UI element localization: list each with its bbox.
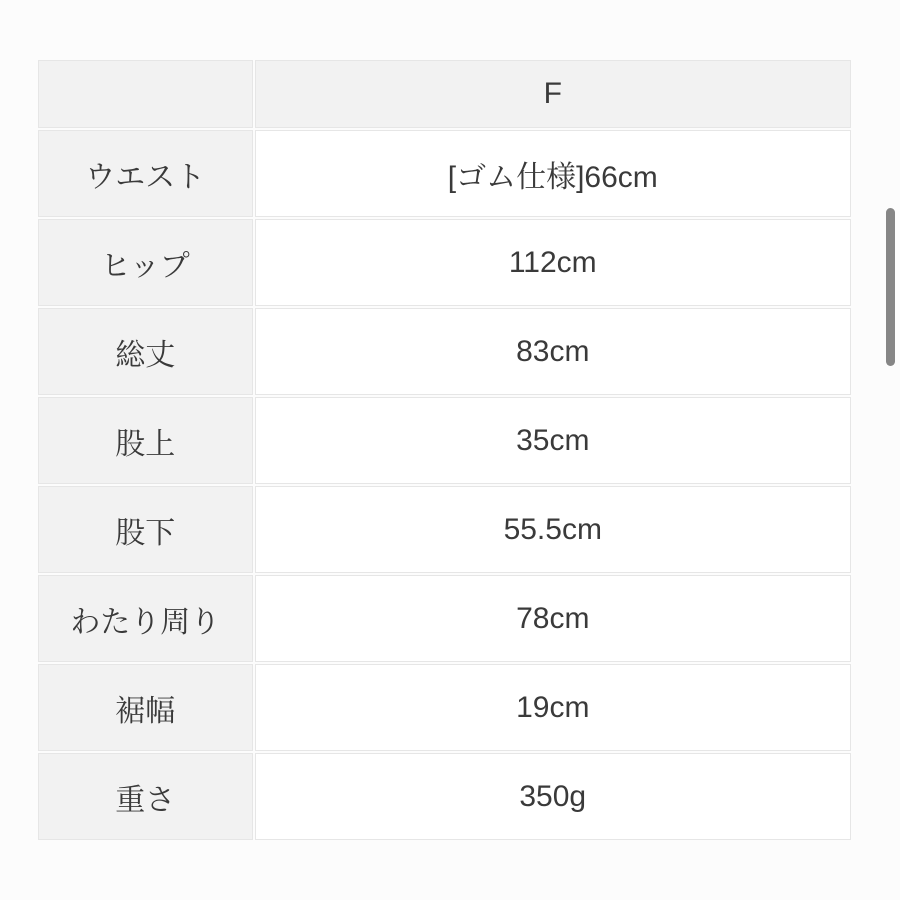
scrollbar-thumb[interactable]: [886, 208, 895, 366]
row-label: 股下: [38, 486, 253, 573]
size-chart-table: [36, 58, 853, 842]
size-column-header: F: [255, 60, 851, 128]
row-value: 35cm: [255, 397, 851, 484]
table-row-total-length: [38, 308, 851, 395]
row-label: ヒップ: [38, 219, 253, 306]
row-label: ウエスト: [38, 130, 253, 217]
row-label: 股上: [38, 397, 253, 484]
row-label: わたり周り: [38, 575, 253, 662]
row-value: 55.5cm: [255, 486, 851, 573]
table-row-inseam: [38, 486, 851, 573]
table-row-hip: [38, 219, 851, 306]
table-row-thigh: [38, 575, 851, 662]
row-value: 350g: [255, 753, 851, 840]
row-value: 19cm: [255, 664, 851, 751]
row-label: 裾幅: [38, 664, 253, 751]
corner-cell: [38, 60, 253, 128]
row-value: [ゴム仕様]66cm: [255, 130, 851, 217]
table-row-waist: [38, 130, 851, 217]
table-row-rise: [38, 397, 851, 484]
row-value: 83cm: [255, 308, 851, 395]
row-value: 78cm: [255, 575, 851, 662]
row-value: 112cm: [255, 219, 851, 306]
row-label: 総丈: [38, 308, 253, 395]
row-label: 重さ: [38, 753, 253, 840]
table-row-weight: [38, 753, 851, 840]
table-header-row: [38, 60, 851, 128]
table-row-hem-width: [38, 664, 851, 751]
